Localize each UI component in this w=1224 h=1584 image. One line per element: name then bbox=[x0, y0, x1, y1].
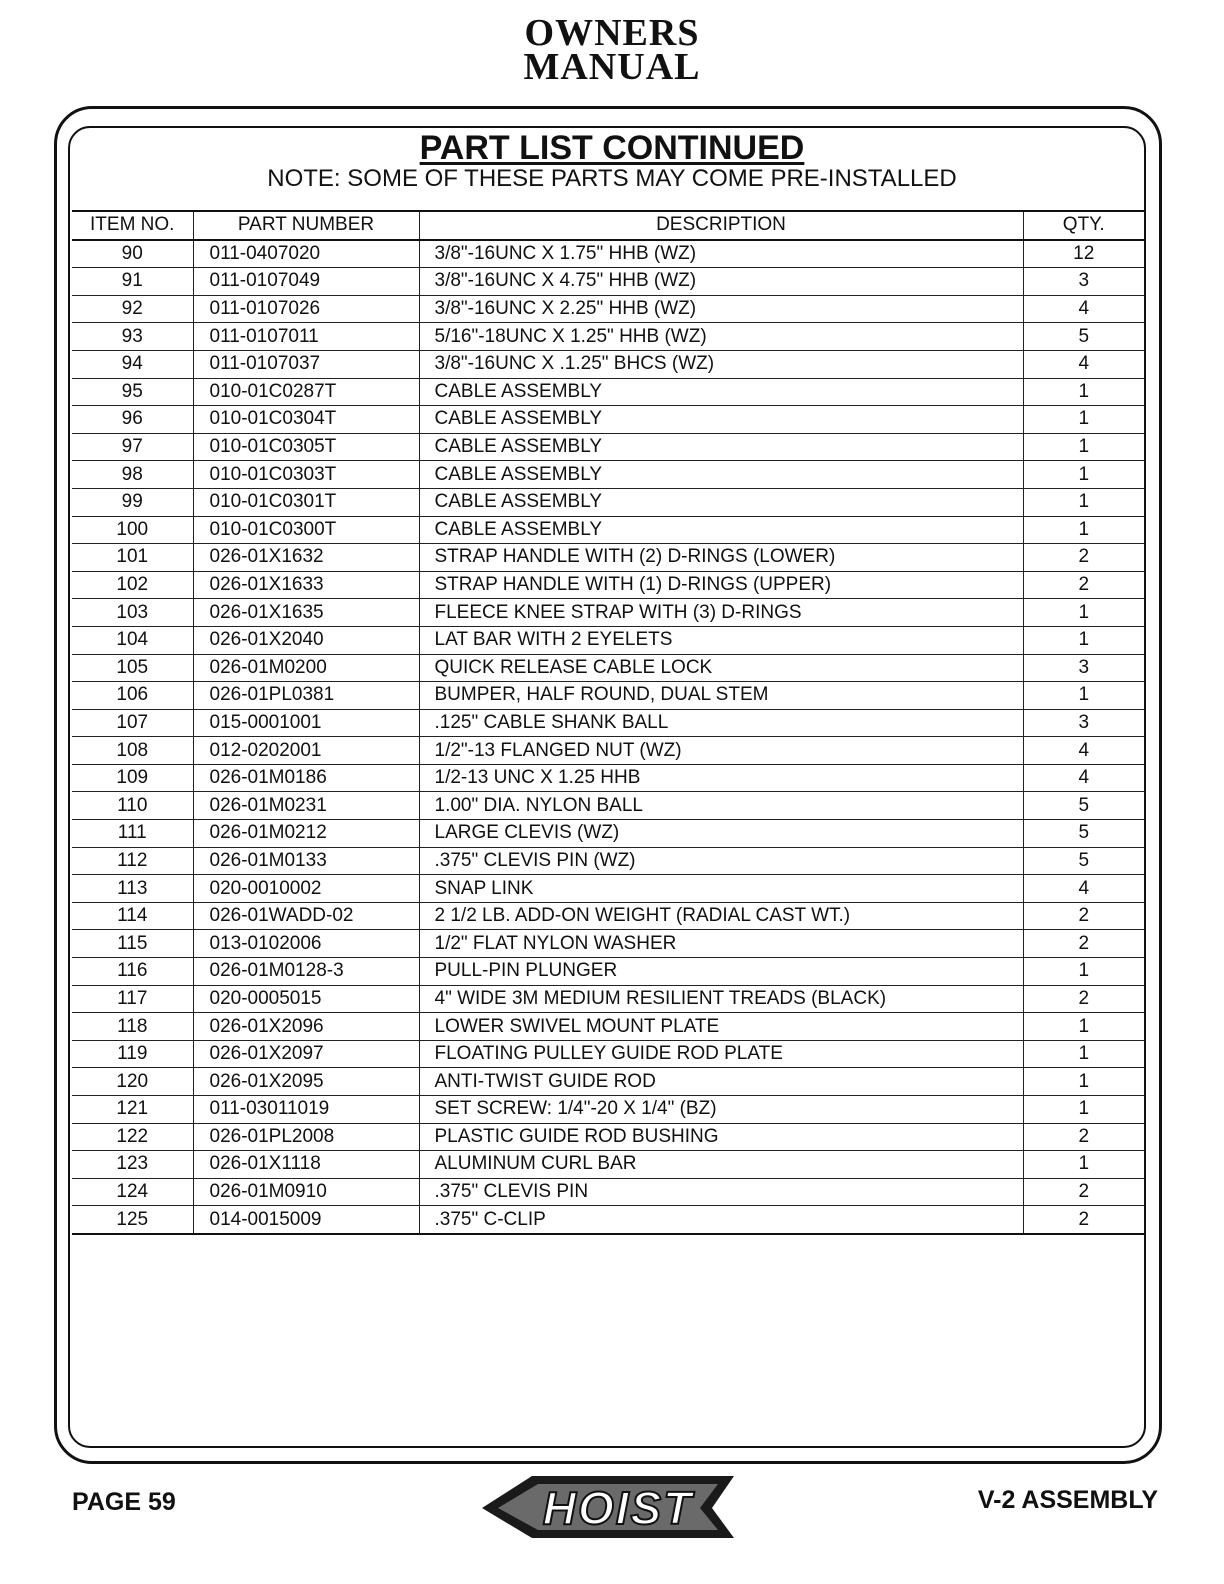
item-number-cell: 117 bbox=[72, 985, 193, 1013]
table-row bbox=[72, 1013, 1144, 1041]
item-number-cell: 122 bbox=[72, 1123, 193, 1151]
item-number-cell: 104 bbox=[72, 626, 193, 654]
quantity-cell: 1 bbox=[1023, 406, 1144, 434]
description-cell: SNAP LINK bbox=[419, 875, 1023, 903]
quantity-cell: 4 bbox=[1023, 875, 1144, 903]
description-cell: 1/2-13 UNC X 1.25 HHB bbox=[419, 764, 1023, 792]
quantity-cell: 1 bbox=[1023, 958, 1144, 986]
quantity-cell: 2 bbox=[1023, 930, 1144, 958]
item-number-cell: 92 bbox=[72, 295, 193, 323]
part-number-cell: 026-01PL2008 bbox=[193, 1123, 419, 1151]
part-number-cell: 010-01C0303T bbox=[193, 461, 419, 489]
item-number-cell: 114 bbox=[72, 902, 193, 930]
quantity-cell: 2 bbox=[1023, 1206, 1144, 1234]
description-cell: FLEECE KNEE STRAP WITH (3) D-RINGS bbox=[419, 599, 1023, 627]
item-number-cell: 96 bbox=[72, 406, 193, 434]
part-number-cell: 026-01M0186 bbox=[193, 764, 419, 792]
part-number-cell: 026-01X2040 bbox=[193, 626, 419, 654]
hoist-logo bbox=[472, 1468, 748, 1544]
column-header-qty: QTY. bbox=[1023, 211, 1144, 240]
table-row bbox=[72, 682, 1144, 710]
page-number: PAGE 59 bbox=[72, 1488, 176, 1516]
header-line-2: MANUAL bbox=[523, 46, 701, 88]
table-row bbox=[72, 902, 1144, 930]
part-number-cell: 026-01M0231 bbox=[193, 792, 419, 820]
item-number-cell: 121 bbox=[72, 1096, 193, 1124]
part-number-cell: 010-01C0304T bbox=[193, 406, 419, 434]
table-row bbox=[72, 295, 1144, 323]
table-row bbox=[72, 985, 1144, 1013]
part-list-title: PART LIST CONTINUED bbox=[419, 129, 805, 167]
item-number-cell: 113 bbox=[72, 875, 193, 903]
quantity-cell: 2 bbox=[1023, 544, 1144, 572]
table-row bbox=[72, 1206, 1144, 1234]
table-header-row bbox=[72, 211, 1144, 240]
table-row bbox=[72, 930, 1144, 958]
parts-table bbox=[72, 210, 1144, 1235]
part-number-cell: 026-01X2095 bbox=[193, 1068, 419, 1096]
description-cell: PLASTIC GUIDE ROD BUSHING bbox=[419, 1123, 1023, 1151]
item-number-cell: 119 bbox=[72, 1040, 193, 1068]
table-row bbox=[72, 626, 1144, 654]
table-row bbox=[72, 1151, 1144, 1179]
item-number-cell: 94 bbox=[72, 350, 193, 378]
item-number-cell: 108 bbox=[72, 737, 193, 765]
header-line-1: OWNERS bbox=[524, 12, 700, 54]
table-row bbox=[72, 1040, 1144, 1068]
part-number-cell: 011-0107049 bbox=[193, 268, 419, 296]
quantity-cell: 2 bbox=[1023, 571, 1144, 599]
item-number-cell: 116 bbox=[72, 958, 193, 986]
part-number-cell: 026-01M0128-3 bbox=[193, 958, 419, 986]
item-number-cell: 120 bbox=[72, 1068, 193, 1096]
item-number-cell: 98 bbox=[72, 461, 193, 489]
quantity-cell: 2 bbox=[1023, 902, 1144, 930]
item-number-cell: 101 bbox=[72, 544, 193, 572]
quantity-cell: 3 bbox=[1023, 709, 1144, 737]
part-number-cell: 026-01WADD-02 bbox=[193, 902, 419, 930]
quantity-cell: 2 bbox=[1023, 985, 1144, 1013]
item-number-cell: 106 bbox=[72, 682, 193, 710]
part-number-cell: 010-01C0301T bbox=[193, 488, 419, 516]
quantity-cell: 1 bbox=[1023, 516, 1144, 544]
description-cell: .375" CLEVIS PIN (WZ) bbox=[419, 847, 1023, 875]
quantity-cell: 1 bbox=[1023, 1068, 1144, 1096]
table-row bbox=[72, 764, 1144, 792]
part-number-cell: 010-01C0300T bbox=[193, 516, 419, 544]
table-row bbox=[72, 820, 1144, 848]
part-number-cell: 010-01C0305T bbox=[193, 433, 419, 461]
quantity-cell: 3 bbox=[1023, 268, 1144, 296]
table-row bbox=[72, 268, 1144, 296]
description-cell: 3/8"-16UNC X 2.25" HHB (WZ) bbox=[419, 295, 1023, 323]
part-number-cell: 011-0107026 bbox=[193, 295, 419, 323]
quantity-cell: 1 bbox=[1023, 433, 1144, 461]
description-cell: SET SCREW: 1/4"-20 X 1/4" (BZ) bbox=[419, 1096, 1023, 1124]
description-cell: ANTI-TWIST GUIDE ROD bbox=[419, 1068, 1023, 1096]
item-number-cell: 103 bbox=[72, 599, 193, 627]
item-number-cell: 110 bbox=[72, 792, 193, 820]
table-row bbox=[72, 240, 1144, 268]
part-number-cell: 026-01X1635 bbox=[193, 599, 419, 627]
description-cell: LAT BAR WITH 2 EYELETS bbox=[419, 626, 1023, 654]
part-number-cell: 014-0015009 bbox=[193, 1206, 419, 1234]
description-cell: 1/2"-13 FLANGED NUT (WZ) bbox=[419, 737, 1023, 765]
quantity-cell: 4 bbox=[1023, 295, 1144, 323]
item-number-cell: 102 bbox=[72, 571, 193, 599]
part-number-cell: 026-01X1118 bbox=[193, 1151, 419, 1179]
table-row bbox=[72, 1096, 1144, 1124]
quantity-cell: 2 bbox=[1023, 1123, 1144, 1151]
item-number-cell: 123 bbox=[72, 1151, 193, 1179]
table-row bbox=[72, 378, 1144, 406]
quantity-cell: 4 bbox=[1023, 737, 1144, 765]
item-number-cell: 124 bbox=[72, 1178, 193, 1206]
description-cell: CABLE ASSEMBLY bbox=[419, 516, 1023, 544]
quantity-cell: 1 bbox=[1023, 378, 1144, 406]
quantity-cell: 1 bbox=[1023, 1013, 1144, 1041]
part-number-cell: 011-0107037 bbox=[193, 350, 419, 378]
table-row bbox=[72, 1123, 1144, 1151]
quantity-cell: 2 bbox=[1023, 1178, 1144, 1206]
part-number-cell: 026-01M0910 bbox=[193, 1178, 419, 1206]
part-number-cell: 013-0102006 bbox=[193, 930, 419, 958]
description-cell: 3/8"-16UNC X 1.75" HHB (WZ) bbox=[419, 240, 1023, 268]
description-cell: 2 1/2 LB. ADD-ON WEIGHT (RADIAL CAST WT.) bbox=[419, 902, 1023, 930]
item-number-cell: 125 bbox=[72, 1206, 193, 1234]
description-cell: 4" WIDE 3M MEDIUM RESILIENT TREADS (BLACK) bbox=[419, 985, 1023, 1013]
part-number-cell: 012-0202001 bbox=[193, 737, 419, 765]
quantity-cell: 1 bbox=[1023, 1096, 1144, 1124]
description-cell: CABLE ASSEMBLY bbox=[419, 461, 1023, 489]
quantity-cell: 12 bbox=[1023, 240, 1144, 268]
item-number-cell: 99 bbox=[72, 488, 193, 516]
description-cell: LOWER SWIVEL MOUNT PLATE bbox=[419, 1013, 1023, 1041]
column-header-part-number: PART NUMBER bbox=[193, 211, 419, 240]
column-header-description: DESCRIPTION bbox=[419, 211, 1023, 240]
part-number-cell: 026-01X1633 bbox=[193, 571, 419, 599]
part-number-cell: 026-01M0200 bbox=[193, 654, 419, 682]
description-cell: CABLE ASSEMBLY bbox=[419, 433, 1023, 461]
table-row bbox=[72, 875, 1144, 903]
description-cell: .375" C-CLIP bbox=[419, 1206, 1023, 1234]
description-cell: ALUMINUM CURL BAR bbox=[419, 1151, 1023, 1179]
table-row bbox=[72, 516, 1144, 544]
table-row bbox=[72, 1068, 1144, 1096]
description-cell: FLOATING PULLEY GUIDE ROD PLATE bbox=[419, 1040, 1023, 1068]
table-row bbox=[72, 461, 1144, 489]
item-number-cell: 105 bbox=[72, 654, 193, 682]
quantity-cell: 5 bbox=[1023, 820, 1144, 848]
description-cell: PULL-PIN PLUNGER bbox=[419, 958, 1023, 986]
quantity-cell: 4 bbox=[1023, 764, 1144, 792]
table-row bbox=[72, 958, 1144, 986]
description-cell: CABLE ASSEMBLY bbox=[419, 488, 1023, 516]
item-number-cell: 97 bbox=[72, 433, 193, 461]
description-cell: STRAP HANDLE WITH (2) D-RINGS (LOWER) bbox=[419, 544, 1023, 572]
description-cell: 5/16"-18UNC X 1.25" HHB (WZ) bbox=[419, 323, 1023, 351]
quantity-cell: 4 bbox=[1023, 350, 1144, 378]
table-row bbox=[72, 350, 1144, 378]
item-number-cell: 100 bbox=[72, 516, 193, 544]
item-number-cell: 95 bbox=[72, 378, 193, 406]
item-number-cell: 112 bbox=[72, 847, 193, 875]
item-number-cell: 107 bbox=[72, 709, 193, 737]
description-cell: .125" CABLE SHANK BALL bbox=[419, 709, 1023, 737]
quantity-cell: 1 bbox=[1023, 488, 1144, 516]
table-row bbox=[72, 654, 1144, 682]
table-row bbox=[72, 544, 1144, 572]
description-cell: 1/2" FLAT NYLON WASHER bbox=[419, 930, 1023, 958]
description-cell: 3/8"-16UNC X 4.75" HHB (WZ) bbox=[419, 268, 1023, 296]
quantity-cell: 1 bbox=[1023, 626, 1144, 654]
part-number-cell: 026-01PL0381 bbox=[193, 682, 419, 710]
item-number-cell: 91 bbox=[72, 268, 193, 296]
table-row bbox=[72, 737, 1144, 765]
item-number-cell: 118 bbox=[72, 1013, 193, 1041]
quantity-cell: 1 bbox=[1023, 1151, 1144, 1179]
part-number-cell: 011-03011019 bbox=[193, 1096, 419, 1124]
table-row bbox=[72, 406, 1144, 434]
quantity-cell: 1 bbox=[1023, 682, 1144, 710]
part-number-cell: 026-01M0133 bbox=[193, 847, 419, 875]
part-number-cell: 010-01C0287T bbox=[193, 378, 419, 406]
part-number-cell: 020-0005015 bbox=[193, 985, 419, 1013]
table-row bbox=[72, 323, 1144, 351]
description-cell: LARGE CLEVIS (WZ) bbox=[419, 820, 1023, 848]
part-number-cell: 026-01X1632 bbox=[193, 544, 419, 572]
part-number-cell: 026-01X2097 bbox=[193, 1040, 419, 1068]
manual-header bbox=[0, 12, 1224, 88]
quantity-cell: 3 bbox=[1023, 654, 1144, 682]
table-row bbox=[72, 1178, 1144, 1206]
table-row bbox=[72, 847, 1144, 875]
table-row bbox=[72, 571, 1144, 599]
description-cell: BUMPER, HALF ROUND, DUAL STEM bbox=[419, 682, 1023, 710]
table-row bbox=[72, 488, 1144, 516]
description-cell: .375" CLEVIS PIN bbox=[419, 1178, 1023, 1206]
part-number-cell: 026-01X2096 bbox=[193, 1013, 419, 1041]
quantity-cell: 1 bbox=[1023, 1040, 1144, 1068]
part-list-note: NOTE: SOME OF THESE PARTS MAY COME PRE-INSTALLED bbox=[267, 165, 957, 192]
table-row bbox=[72, 433, 1144, 461]
quantity-cell: 1 bbox=[1023, 461, 1144, 489]
logo-text: HOIST bbox=[542, 1482, 694, 1534]
table-row bbox=[72, 599, 1144, 627]
item-number-cell: 90 bbox=[72, 240, 193, 268]
part-number-cell: 011-0107011 bbox=[193, 323, 419, 351]
part-number-cell: 011-0407020 bbox=[193, 240, 419, 268]
description-cell: CABLE ASSEMBLY bbox=[419, 378, 1023, 406]
quantity-cell: 1 bbox=[1023, 599, 1144, 627]
description-cell: 3/8"-16UNC X .1.25" BHCS (WZ) bbox=[419, 350, 1023, 378]
item-number-cell: 115 bbox=[72, 930, 193, 958]
part-number-cell: 015-0001001 bbox=[193, 709, 419, 737]
table-row bbox=[72, 709, 1144, 737]
item-number-cell: 111 bbox=[72, 820, 193, 848]
item-number-cell: 109 bbox=[72, 764, 193, 792]
description-cell: 1.00" DIA. NYLON BALL bbox=[419, 792, 1023, 820]
model-label: V-2 ASSEMBLY bbox=[977, 1486, 1158, 1514]
description-cell: QUICK RELEASE CABLE LOCK bbox=[419, 654, 1023, 682]
table-row bbox=[72, 792, 1144, 820]
quantity-cell: 5 bbox=[1023, 847, 1144, 875]
column-header-item-no: ITEM NO. bbox=[72, 211, 193, 240]
description-cell: STRAP HANDLE WITH (1) D-RINGS (UPPER) bbox=[419, 571, 1023, 599]
description-cell: CABLE ASSEMBLY bbox=[419, 406, 1023, 434]
quantity-cell: 5 bbox=[1023, 323, 1144, 351]
part-number-cell: 020-0010002 bbox=[193, 875, 419, 903]
item-number-cell: 93 bbox=[72, 323, 193, 351]
parts-table-body bbox=[72, 240, 1144, 1234]
quantity-cell: 5 bbox=[1023, 792, 1144, 820]
part-number-cell: 026-01M0212 bbox=[193, 820, 419, 848]
